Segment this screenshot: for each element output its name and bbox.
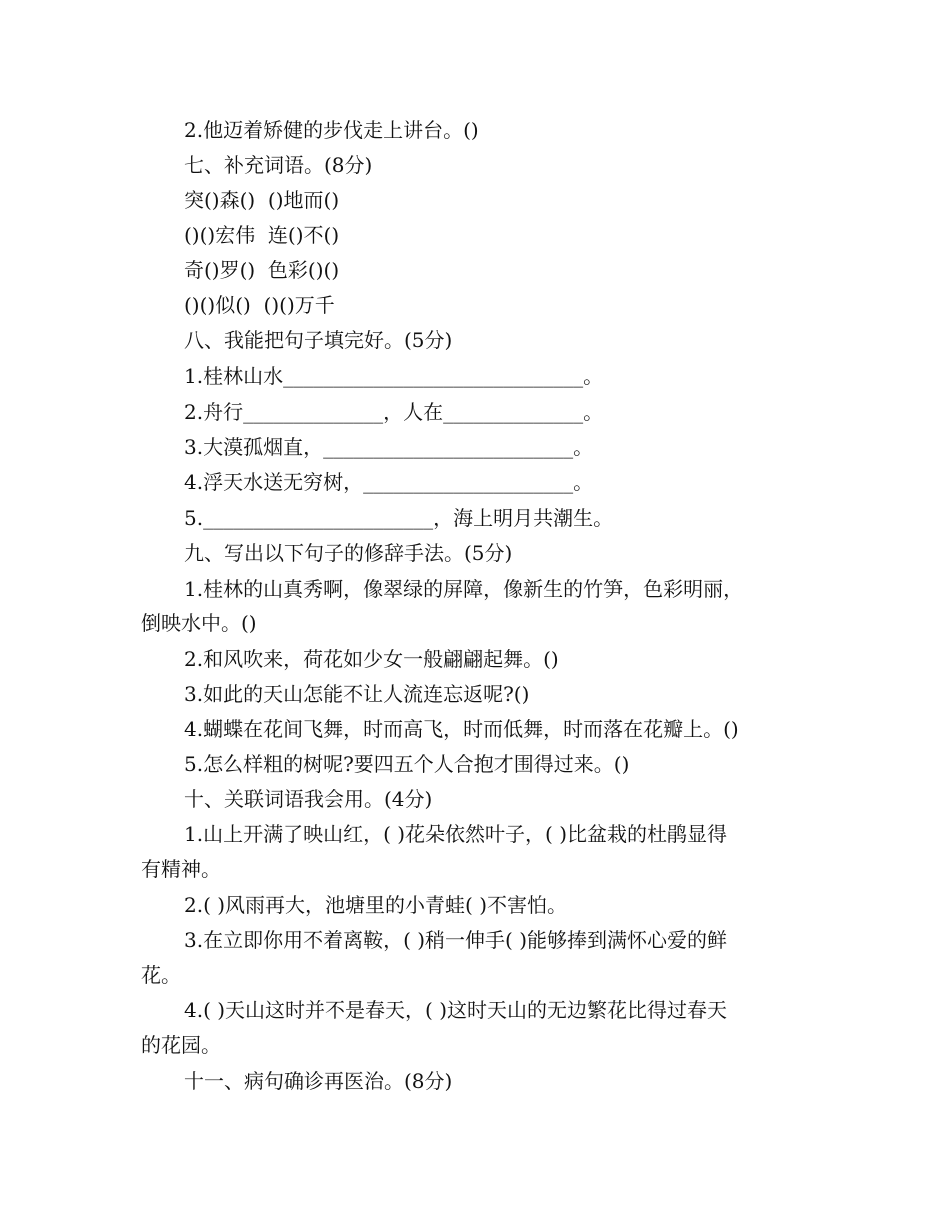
text-line: 2.和风吹来，荷花如少女一般翩翩起舞。() [184,647,559,671]
text-line: 3.如此的天山怎能不让人流连忘返呢?() [184,682,530,706]
section-heading: 十一、病句确诊再医治。(8分) [184,1069,453,1093]
text-line: 1.桂林山水______________________________。 [184,364,604,388]
text-line: 5._______________________，海上明月共潮生。 [184,506,614,530]
text-line: 倒映水中。() [141,611,257,635]
text-line: 2.舟行______________，人在______________。 [184,400,604,424]
section-heading: 七、补充词语。(8分) [184,153,373,177]
text-line: 1.桂林的山真秀啊，像翠绿的屏障，像新生的竹笋，色彩明丽， [184,577,744,601]
text-line: ()()宏伟 连()不() [184,223,340,247]
text-line: 3.在立即你用不着离鞍，( )稍一伸手( )能够捧到满怀心爱的鲜 [184,928,728,952]
text-line: ()()似() ()()万千 [184,293,335,317]
text-line: 有精神。 [141,857,221,881]
section-heading: 十、关联词语我会用。(4分) [184,787,433,811]
text-line: 的花园。 [141,1033,221,1057]
text-line: 2.他迈着矫健的步伐走上讲台。() [184,118,479,142]
text-line: 3.大漠孤烟直，_________________________。 [184,435,594,459]
text-line: 突()森() ()地而() [184,188,340,212]
text-line: 1.山上开满了映山红，( )花朵依然叶子，( )比盆栽的杜鹃显得 [184,822,728,846]
text-line: 4.浮天水送无穷树，_____________________。 [184,470,594,494]
section-heading: 八、我能把句子填完好。(5分) [184,328,453,352]
text-line: 2.( )风雨再大，池塘里的小青蛙( )不害怕。 [184,893,568,917]
text-line: 4.( )天山这时并不是春天，( )这时天山的无边繁花比得过春天 [184,998,728,1022]
text-line: 花。 [141,963,181,987]
section-heading: 九、写出以下句子的修辞手法。(5分) [184,541,513,565]
text-line: 5.怎么样粗的树呢?要四五个人合抱才围得过来。() [184,752,630,776]
text-line: 奇()罗() 色彩()() [184,258,340,282]
text-line: 4.蝴蝶在花间飞舞，时而高飞，时而低舞，时而落在花瓣上。() [184,717,739,741]
